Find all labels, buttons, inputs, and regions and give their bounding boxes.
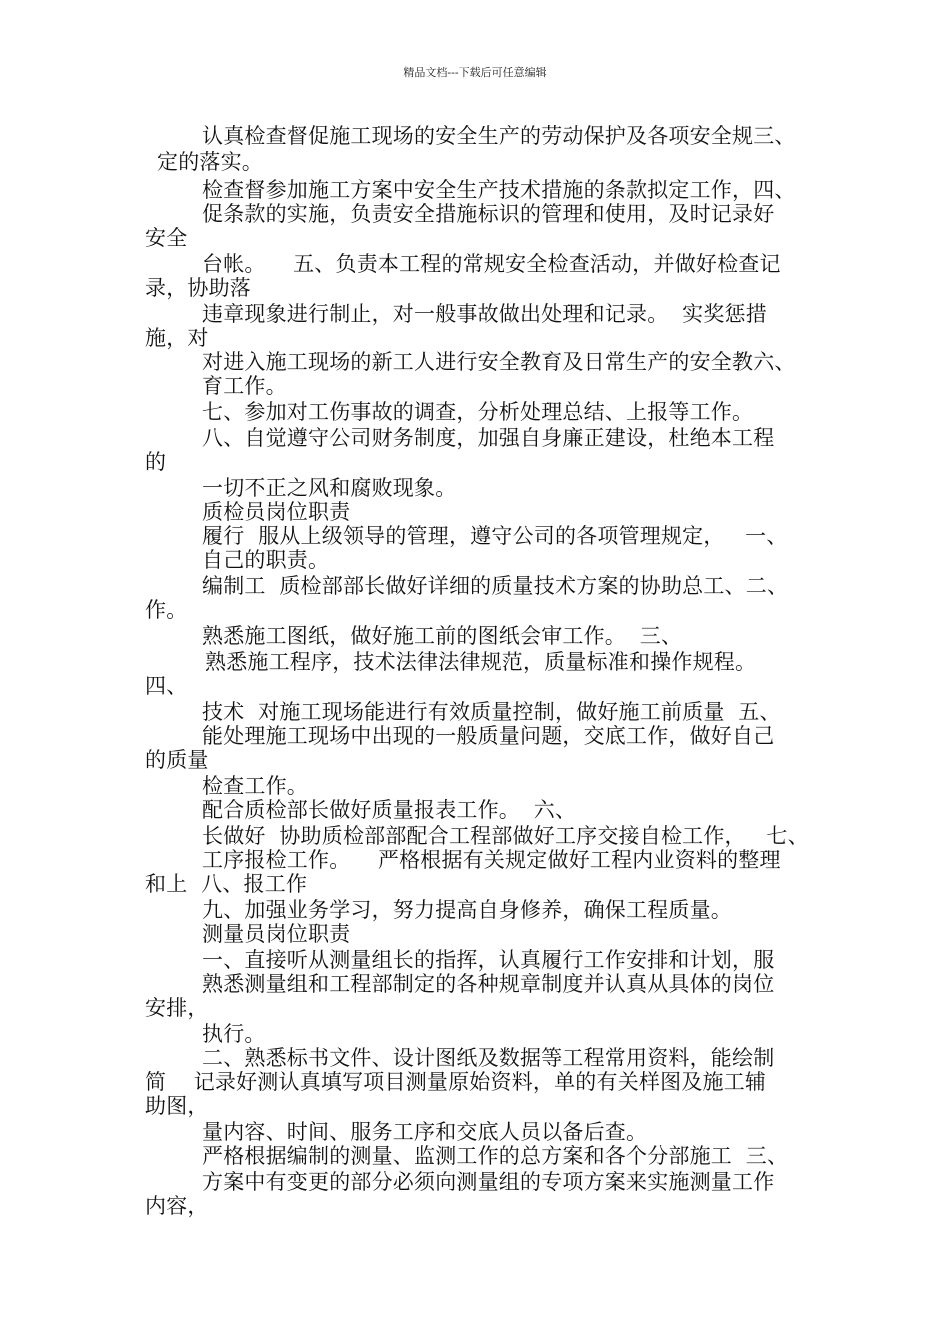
text-line: 技术 对施工现场能进行有效质量控制，做好施工前质量 五、 xyxy=(202,700,781,724)
text-line: 一切不正之风和腐败现象。 xyxy=(202,476,457,500)
text-line: 量内容、时间、服务工序和交底人员以备后查。 xyxy=(202,1120,648,1144)
text-line: 育工作。 xyxy=(202,374,287,398)
text-line: 长做好 协助质检部部配合工程部做好工序交接自检工作， 七、 xyxy=(202,824,809,848)
text-line: 方案中有变更的部分必须向测量组的专项方案来实施测量工作 xyxy=(202,1170,775,1194)
text-line: 录，协助落 xyxy=(145,276,251,300)
text-line: 的 xyxy=(145,450,167,474)
text-line: 七、参加对工伤事故的调查，分析处理总结、上报等工作。 xyxy=(202,400,754,424)
text-line: 违章现象进行制止，对一般事故做出处理和记录。 实奖惩措 xyxy=(202,302,767,326)
section-title: 测量员岗位职责 xyxy=(202,922,351,946)
text-line: 能处理施工现场中出现的一般质量问题，交底工作，做好自己 xyxy=(202,724,775,748)
text-line: 认真检查督促施工现场的安全生产的劳动保护及各项安全规三、 xyxy=(202,124,796,148)
text-line: 施，对 xyxy=(145,326,209,350)
text-line: 和上 八、报工作 xyxy=(145,872,308,896)
text-line: 执行。 xyxy=(202,1022,266,1046)
text-line: 工序报检工作。 严格根据有关规定做好工程内业资料的整理 xyxy=(202,848,781,872)
text-line: 配合质检部长做好质量报表工作。 六、 xyxy=(202,798,577,822)
text-line: 九、加强业务学习，努力提高自身修养，确保工程质量。 xyxy=(202,898,732,922)
text-line: 内容， xyxy=(145,1194,209,1218)
text-line: 编制工 质检部部长做好详细的质量技术方案的协助总工、二、 xyxy=(202,574,789,598)
text-line: 熟悉施工图纸，做好施工前的图纸会审工作。 三、 xyxy=(202,624,683,648)
section-title: 质检员岗位职责 xyxy=(202,500,351,524)
text-line: 严格根据编制的测量、监测工作的总方案和各个分部施工 三、 xyxy=(202,1144,789,1168)
text-line: 八、自觉遵守公司财务制度，加强自身廉正建设，杜绝本工程 xyxy=(202,426,775,450)
text-line: 安全 xyxy=(145,226,188,250)
text-line: 对进入施工现场的新工人进行安全教育及日常生产的安全教六、 xyxy=(202,350,796,374)
text-line: 履行 服从上级领导的管理，遵守公司的各项管理规定， 一、 xyxy=(202,524,788,548)
text-line: 的质量 xyxy=(145,748,209,772)
text-line: 助图， xyxy=(145,1094,209,1118)
text-line: 检查督参加施工方案中安全生产技术措施的条款拟定工作，四、 xyxy=(202,178,796,202)
text-line: 安排， xyxy=(145,996,209,1020)
text-line: 作。 xyxy=(145,598,188,622)
page-header: 精品文档---下载后可任意编辑 xyxy=(403,66,547,79)
text-line: 四、 xyxy=(145,674,188,698)
text-line: 熟悉测量组和工程部制定的各种规章制度并认真从具体的岗位 xyxy=(202,972,775,996)
text-line: 熟悉施工程序，技术法律法律规范，质量标准和操作规程。 xyxy=(205,650,757,674)
text-line: 检查工作。 xyxy=(202,774,308,798)
text-line: 自己的职责。 xyxy=(202,548,330,572)
text-line: 定的落实。 xyxy=(157,150,263,174)
text-line: 台帐。 五、负责本工程的常规安全检查活动，并做好检查记 xyxy=(202,252,781,276)
text-line: 简 记录好测认真填写项目测量原始资料，单的有关样图及施工辅 xyxy=(145,1070,767,1094)
text-line: 一、直接听从测量组长的指挥，认真履行工作安排和计划，服 xyxy=(202,948,775,972)
text-line: 二、熟悉标书文件、设计图纸及数据等工程常用资料，能绘制 xyxy=(202,1046,775,1070)
text-line: 促条款的实施，负责安全措施标识的管理和使用，及时记录好 xyxy=(202,202,775,226)
